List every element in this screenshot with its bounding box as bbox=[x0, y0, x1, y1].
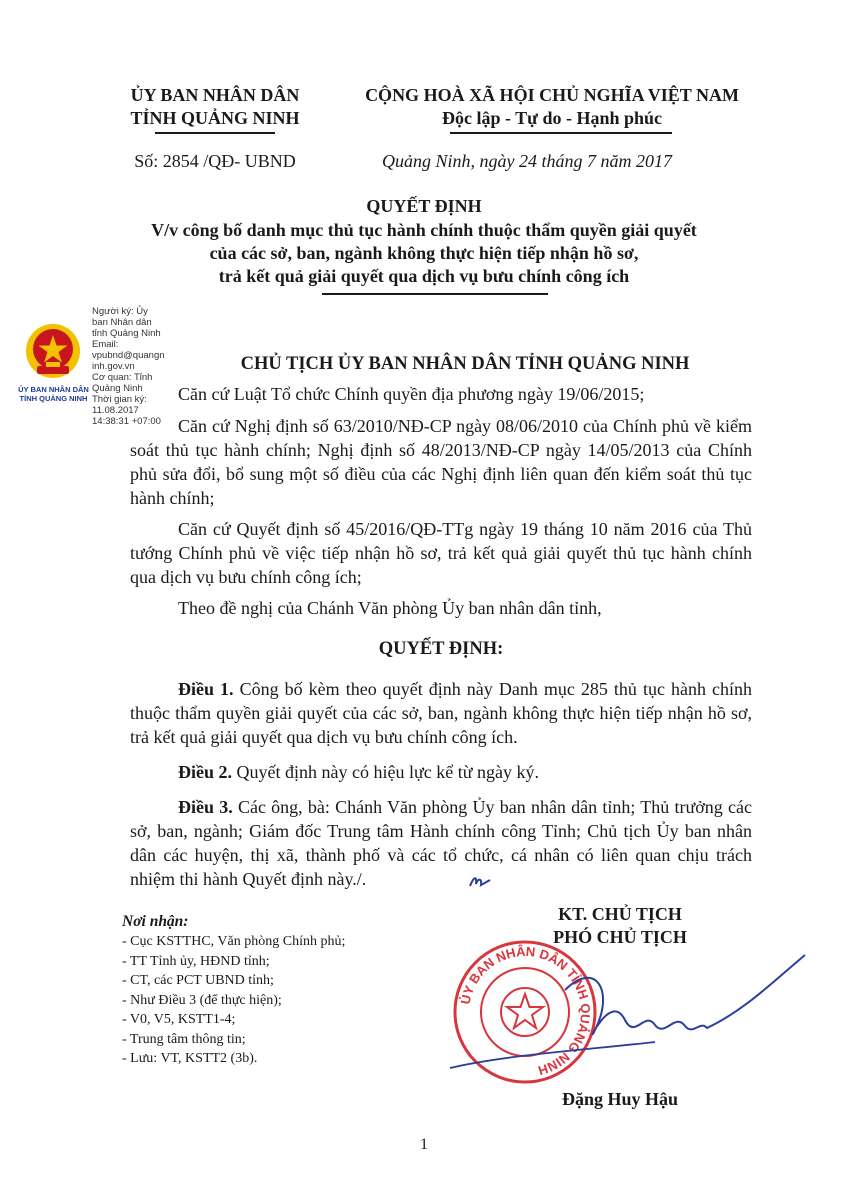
document-title bbox=[100, 195, 748, 288]
national-motto bbox=[332, 84, 772, 130]
signer-title-line1: KT. CHỦ TỊCH bbox=[558, 904, 682, 924]
sig-info-line: 14:38:31 +07:00 bbox=[92, 416, 161, 427]
decision-heading: QUYẾT ĐỊNH: bbox=[378, 639, 504, 659]
sig-info-line: Cơ quan: Tỉnh bbox=[92, 372, 153, 383]
handwritten-signature-icon bbox=[445, 950, 815, 1080]
seal-text: ỦY BAN NHÂN DÂN TỈNH QUẢNG NINH bbox=[457, 943, 594, 1079]
org-underline bbox=[155, 132, 275, 134]
signer-name: Đặng Huy Hậu bbox=[561, 1089, 679, 1109]
list-item: - Trung tâm thông tin; bbox=[122, 1031, 246, 1047]
sig-info-line: vpubnd@quangn bbox=[92, 350, 165, 361]
document-number: Số: 2854 /QĐ- UBND bbox=[134, 151, 296, 171]
list-item: - V0, V5, KSTT1-4; bbox=[122, 1012, 236, 1027]
issuing-authority: CHỦ TỊCH ỦY BAN NHÂN DÂN TỈNH QUẢNG NINH bbox=[240, 354, 690, 374]
digital-signature-stamp bbox=[16, 300, 176, 430]
national-emblem-icon bbox=[24, 322, 82, 380]
recipients-heading: Nơi nhận: bbox=[122, 913, 189, 930]
sig-info-line: Thời gian ký: bbox=[92, 394, 147, 405]
preamble-3: Căn cứ Quyết định số 45/2016/QĐ-TTg ngày 19 tháng 10 năm 2016 của Thủ tướng Chính phủ về việc tiếp nhận hồ sơ, trả kết quả giải quyết thủ tục hành chính qua dịch vụ bưu chính công ích; bbox=[130, 519, 752, 587]
sig-info-line: tỉnh Quảng Ninh bbox=[92, 328, 161, 339]
org-name-line1: ỦY BAN NHÂN DÂN bbox=[130, 85, 300, 105]
article-2 bbox=[130, 760, 752, 784]
sig-info-line: Quảng Ninh bbox=[92, 383, 143, 394]
sig-info-line: ban Nhân dân bbox=[92, 317, 152, 328]
sig-info-line: Người ký: Ủy bbox=[92, 306, 148, 317]
article-1 bbox=[130, 677, 752, 749]
article-3-label: Điều 3. bbox=[178, 797, 233, 817]
title-main: QUYẾT ĐỊNH bbox=[366, 196, 482, 216]
recipients-list bbox=[122, 932, 422, 1069]
article-2-label: Điều 2. bbox=[178, 762, 232, 782]
issuing-org bbox=[95, 84, 335, 130]
article-2-text: Quyết định này có hiệu lực kể từ ngày ký. bbox=[236, 762, 539, 782]
signer-title-line2: PHÓ CHỦ TỊCH bbox=[553, 927, 687, 947]
nation-motto: Độc lập - Tự do - Hạnh phúc bbox=[441, 108, 663, 128]
title-line3: trả kết quả giải quyết qua dịch vụ bưu chính công ích bbox=[218, 266, 630, 286]
recipients-block bbox=[122, 912, 422, 1069]
motto-underline bbox=[450, 132, 672, 134]
title-underline bbox=[322, 293, 548, 295]
sig-info-line: 11.08.2017 bbox=[92, 405, 139, 416]
sig-info-line: Email: bbox=[92, 339, 119, 350]
title-line2: của các sở, ban, ngành không thực hiện tiếp nhận hồ sơ, bbox=[209, 243, 639, 263]
place-date: Quảng Ninh, ngày 24 tháng 7 năm 2017 bbox=[382, 151, 672, 171]
signature-info bbox=[92, 306, 188, 427]
nation-name: CỘNG HOÀ XÃ HỘI CHỦ NGHĨA VIỆT NAM bbox=[365, 85, 739, 105]
article-1-label: Điều 1. bbox=[178, 679, 234, 699]
article-1-text: Công bố kèm theo quyết định này Danh mục 285 thủ tục hành chính thuộc thẩm quyền giải quyết của các sở, ban, ngành không thực hiện tiếp nhận hồ sơ, trả kết quả giải quyết qua dịch vụ bưu chính công ích. bbox=[130, 679, 753, 747]
preamble-4: Theo đề nghị của Chánh Văn phòng Ủy ban nhân dân tỉnh, bbox=[178, 598, 602, 618]
list-item: - TT Tỉnh ủy, HĐND tỉnh; bbox=[122, 953, 270, 969]
page-number: 1 bbox=[420, 1136, 428, 1153]
org-name-line2: TỈNH QUẢNG NINH bbox=[130, 108, 300, 128]
article-3-text: Các ông, bà: Chánh Văn phòng Ủy ban nhân dân tỉnh; Thủ trưởng các sở, ban, ngành; Giám đốc Trung tâm Hành chính công Tỉnh; Chủ tịch Ủy ban nhân dân các huyện, thị xã, thành phố và các tổ chức, cá nhân có liên quan chịu trách nhiệm thi hành Quyết định này./. bbox=[130, 797, 752, 889]
article-3 bbox=[130, 795, 752, 891]
sig-info-line: inh.gov.vn bbox=[92, 361, 135, 372]
list-item: - Như Điều 3 (để thực hiện); bbox=[122, 992, 282, 1008]
emblem-label: ỦY BAN NHÂN DÂN TỈNH QUẢNG NINH bbox=[18, 385, 89, 403]
preamble-1: Căn cứ Luật Tổ chức Chính quyền địa phương ngày 19/06/2015; bbox=[178, 384, 645, 404]
list-item: - Cục KSTTHC, Văn phòng Chính phủ; bbox=[122, 934, 346, 949]
list-item: - Lưu: VT, KSTT2 (3b). bbox=[122, 1051, 258, 1066]
preamble-2: Căn cứ Nghị định số 63/2010/NĐ-CP ngày 08/06/2010 của Chính phủ về kiểm soát thủ tục hành chính; Nghị định số 48/2013/NĐ-CP ngày 14/05/2013 của Chính phủ sửa đổi, bổ sung một số điều của các Nghị định liên quan đến kiểm soát thủ tục hành chính; bbox=[130, 416, 752, 508]
title-line1: V/v công bố danh mục thủ tục hành chính thuộc thẩm quyền giải quyết bbox=[151, 220, 697, 240]
list-item: - CT, các PCT UBND tỉnh; bbox=[122, 973, 274, 988]
initial-mark-icon bbox=[468, 874, 494, 890]
